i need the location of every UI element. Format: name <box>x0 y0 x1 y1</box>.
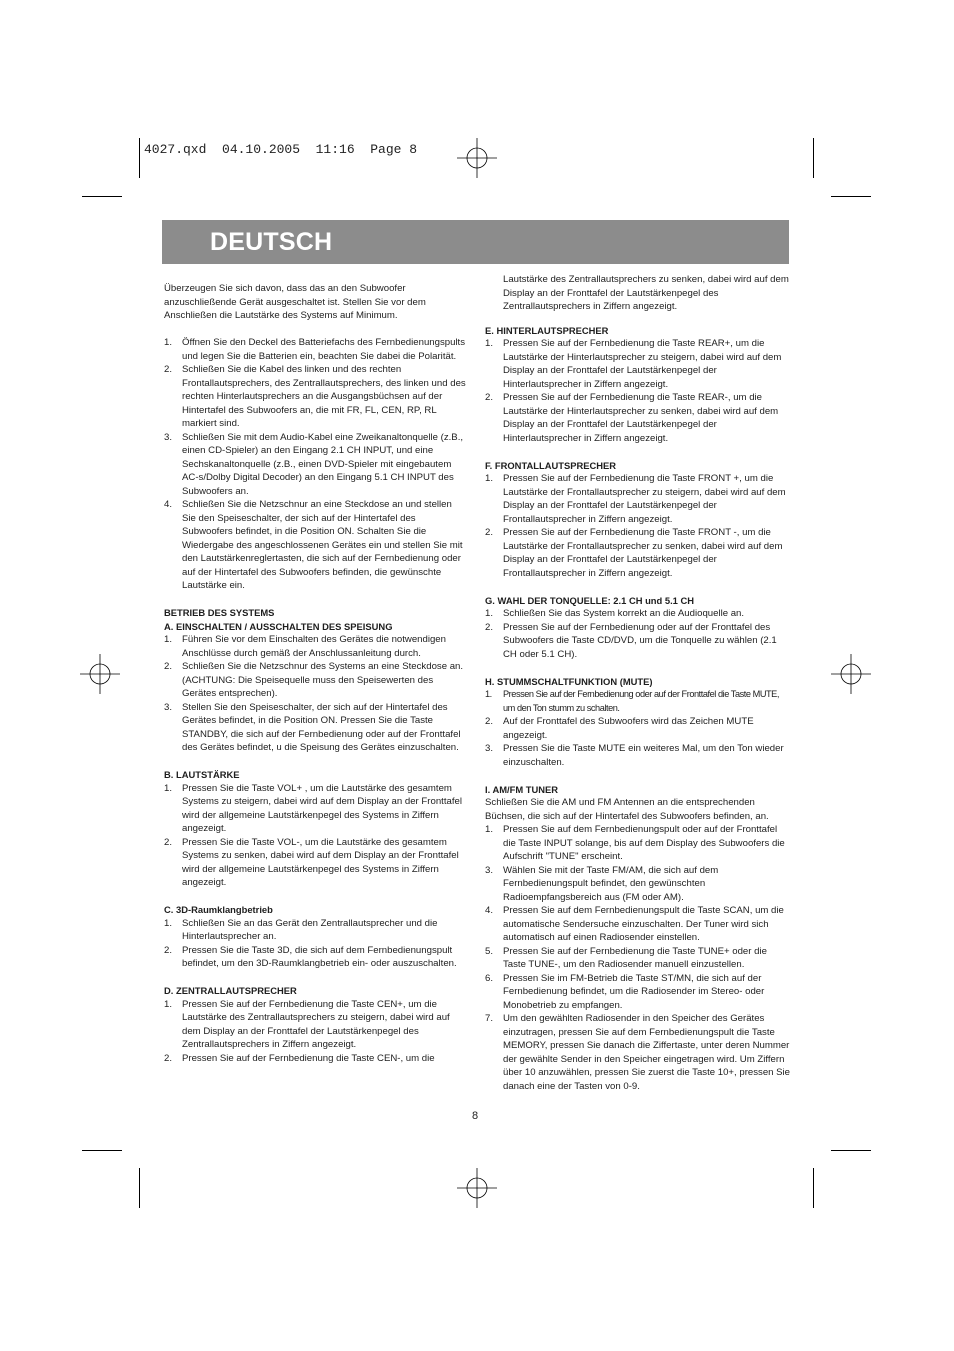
list-item: 1. Öffnen Sie den Deckel des Batteriefachs des Fernbedienungspults und legen Sie die Batterien ein, beachten Sie dabei die Polarität. <box>164 337 466 362</box>
section-heading: BETRIEB DES SYSTEMS <box>164 607 275 618</box>
section-heading: D. ZENTRALLAUTSPRECHER <box>164 985 297 996</box>
list-item: 1. Pressen Sie auf der Fernbedienung die Taste FRONT +, um die Lautstärke der Frontallautsprecher zu steigern, dabei wird auf dem Display an der Fronttafel der Lautstärkenpegel der Frontallautsprecher in Ziffern angezeigt. <box>485 473 786 525</box>
registration-mark-icon <box>457 1168 497 1208</box>
list-item: 1. Führen Sie vor dem Einschalten des Gerätes die notwendigen Anschlüsse durch gemäß der Anschlussanleitung durch. <box>164 634 446 659</box>
section-h-list <box>485 688 791 769</box>
section-d-list <box>164 998 466 1066</box>
section-e-list <box>485 337 791 445</box>
section-heading: A. EINSCHALTEN / AUSSCHALTEN DES SPEISUNG <box>164 620 393 632</box>
setup-list <box>164 336 466 593</box>
section-i-list <box>485 823 791 1093</box>
right-column <box>485 273 791 1093</box>
list-item: 2. Auf der Fronttafel des Subwoofers wird das Zeichen MUTE angezeigt. <box>485 716 754 741</box>
list-item: 2. Pressen Sie auf der Fernbedienung die Taste FRONT -, um die Lautstärke der Frontallautsprecher zu senken, dabei wird auf dem Display an der Fronttafel der Lautstärkenpegel der Frontallautsprecher in Ziffern angezeigt. <box>485 527 783 579</box>
list-item: 1. Pressen Sie auf der Fernbedienung oder auf der Fronttafel die Taste MUTE, um den Ton stumm zu schalten. <box>485 689 779 713</box>
list-item: 2. Schließen Sie die Kabel des linken und des rechten Frontallautsprechers, des Zentrallautsprechers, des linken und des rechten Hinterlautsprechers an die Ausgangsbüchsen auf der Hintertafel des Subwoofers an, die mit FR, FL, CEN, RP, RL markiert sind. <box>164 364 466 429</box>
list-item: 3. Pressen Sie die Taste MUTE ein weiteres Mal, um den Ton wieder einzuschalten. <box>485 743 784 768</box>
tuner-intro: Schließen Sie die AM und FM Antennen an die entsprechenden Büchsen, die sich auf der Hintertafel des Subwoofers befinden, an. <box>485 797 769 822</box>
crop-mark <box>813 1168 814 1208</box>
list-item: 1. Pressen Sie auf der Fernbedienung die Taste REAR+, um die Lautstärke der Hinterlautsprecher zu steigern, dabei wird auf dem Display an der Fronttafel der Lautstärkenpegel der Hinterlautsprecher in Ziffern angezeigt. <box>485 338 782 390</box>
crop-mark <box>82 1150 122 1151</box>
list-item: 7. Um den gewählten Radiosender in den Speicher des Gerätes einzutragen, pressen Sie auf dem Fernbedienungspult die Taste MEMORY, pressen Sie danach die Ziffertaste, unter deren Nummer der gewählte Sender in den Speicher eingetragen wird. Um Ziffern über 10 anzuwählen, pressen Sie zuerst die Taste 10+, pressen Sie danach eine der Tasten von 0-9. <box>485 1013 791 1092</box>
list-item: 2. Pressen Sie die Taste VOL-, um die Lautstärke des gesamtem Systems zu senken, dabei wird auf dem Display an der Fronttafel wird der allgemeine Lautstärkenpegel des Systems in Ziffern angezeigt. <box>164 836 459 888</box>
crop-mark <box>813 138 814 178</box>
section-g-list <box>485 607 791 661</box>
crop-mark <box>82 196 122 197</box>
section-heading: E. HINTERLAUTSPRECHER <box>485 324 609 336</box>
section-a-list <box>164 633 466 755</box>
registration-mark-icon <box>80 654 120 694</box>
section-heading: F. FRONTALLAUTSPRECHER <box>485 459 617 471</box>
list-item: 1. Pressen Sie die Taste VOL+ , um die Lautstärke des gesamtem Systems zu steigern, dabei wird auf dem Display an der Fronttafel wird der allgemeine Lautstärkenpegel des Systems in Ziffern angezeigt. <box>164 782 462 834</box>
list-item: 6. Pressen Sie im FM-Betrieb die Taste ST/MN, die sich auf der Fernbedienung befindet, um die Radiosender im Stereo- oder Monobetrieb zu empfangen. <box>485 972 765 1011</box>
list-item: 3. Stellen Sie den Speiseschalter, der sich auf der Hintertafel des Gerätes befindet, in die Position ON. Pressen Sie die Taste STANDBY, die sich auf der Fernbedienung oder auf der Fronttafel des Gerätes befindet, u die Speisung des Gerätes einzuschalten. <box>164 701 461 753</box>
registration-mark-icon <box>457 138 497 178</box>
section-heading: C. 3D-Raumklangbetrieb <box>164 904 273 915</box>
list-item: 2. Pressen Sie die Taste 3D, die sich auf dem Fernbedienungspult befindet, um den 3D-Raumklangbetrieb ein- oder auszuschalten. <box>164 944 457 969</box>
section-f-list <box>485 472 791 580</box>
crop-mark <box>139 138 140 178</box>
list-item: 3. Wählen Sie mit der Taste FM/AM, die sich auf dem Fernbedienungspult befindet, den gewünschten Radioempfangsbereich aus (FM oder AM). <box>485 864 719 903</box>
registration-mark-icon <box>831 654 871 694</box>
section-b-list <box>164 782 466 890</box>
crop-mark <box>831 196 871 197</box>
list-item: 5. Pressen Sie auf der Fernbedienung die Taste TUNE+ oder die Taste TUNE-, um den Radiosender manuell einzustellen. <box>485 945 767 970</box>
list-item: 1. Schließen Sie das System korrekt an die Audioquelle an. <box>485 608 745 619</box>
list-item: 4. Pressen Sie auf dem Fernbedienungspult die Taste SCAN, um die automatische Sendersuche einzuschalten. Der Tuner wird sich automatisch auf einen Radiosender einstellen. <box>485 905 784 943</box>
left-column <box>164 282 466 1065</box>
page-number: 8 <box>472 1110 479 1122</box>
section-heading: G. WAHL DER TONQUELLE: 2.1 CH und 5.1 CH <box>485 594 695 606</box>
section-heading: B. LAUTSTÄRKE <box>164 769 240 780</box>
page-title: DEUTSCH <box>210 228 333 256</box>
list-item: 2. Schließen Sie die Netzschnur des Systems an eine Steckdose an. <box>164 661 464 672</box>
list-item: (ACHTUNG: Die Speisequelle muss den Speisewerten des Gerätes entsprechen). <box>182 674 434 699</box>
crop-mark <box>831 1150 871 1151</box>
crop-mark <box>139 1168 140 1208</box>
list-item: 3. Schließen Sie mit dem Audio-Kabel eine Zweikanaltonquelle (z.B., einen CD-Spieler) an den Eingang 2.1 CH INPUT, und eine Sechskanaltonquelle (z.B., einen DVD-Spieler mit eingebautem AC-s/Dolby Digital Decoder) an den Eingang 5.1 CH INPUT des Subwoofers an. <box>164 431 464 497</box>
print-slug: 4027.qxd 04.10.2005 11:16 Page 8 <box>144 142 418 157</box>
intro-paragraph: Überzeugen Sie sich davon, dass das an den Subwoofer anzuschließende Gerät ausgeschaltet ist. Stellen Sie vor dem Anschließen die Lautstärke des Systems auf Minimum. <box>164 283 426 321</box>
list-item: 2. Pressen Sie auf der Fernbedienung oder auf der Fronttafel des Subwoofers die Taste CD/DVD, um die Tonquelle zu wählen (2.1 CH oder 5.1 CH). <box>485 621 777 660</box>
section-heading: I. AM/FM TUNER <box>485 783 559 795</box>
continued-text: Lautstärke des Zentrallautsprechers zu senken, dabei wird auf dem Display an der Fronttafel der Lautstärkenpegel des Zentrallautsprechers in Ziffern angezeigt. <box>503 274 789 312</box>
section-heading: H. STUMMSCHALTFUNKTION (MUTE) <box>485 675 653 687</box>
title-banner <box>162 220 789 264</box>
section-c-list <box>164 917 466 971</box>
list-item: 2. Pressen Sie auf der Fernbedienung die Taste CEN-, um die <box>164 1052 435 1064</box>
list-item: 1. Pressen Sie auf der Fernbedienung die Taste CEN+, um die Lautstärke des Zentrallautsprechers zu steigern, dabei wird auf dem Display an der Fronttafel der Lautstärkenpegel des Zentrallautsprechers in Ziffern angezeigt. <box>164 998 450 1050</box>
list-item: 1. Pressen Sie auf dem Fernbedienungspult oder auf der Fronttafel die Taste INPUT solange, bis auf dem Display des Subwoofers die Aufschrift "TUNE" erscheint. <box>485 824 785 862</box>
list-item: 2. Pressen Sie auf der Fernbedienung die Taste REAR-, um die Lautstärke der Hinterlautsprecher zu senken, dabei wird auf dem Display an der Fronttafel der Lautstärkenpegel der Hinterlautsprecher in Ziffern angezeigt. <box>485 392 779 444</box>
list-item: 1. Schließen Sie an das Gerät den Zentrallautsprecher und die Hinterlautsprecher an. <box>164 917 438 942</box>
list-item: 4. Schließen Sie die Netzschnur an eine Steckdose an und stellen Sie den Speiseschalter, der sich auf der Hintertafel des Subwoofers befindet, in die Position ON. Schalten Sie die Wiedergabe des angeschlossenen Gerätes ein und stellen Sie mit den Lautstärkenreglertasten, die sich auf der Fernbedienung oder auf der Hintertafel des Subwoofers befinden, die gewünschte Lautstärke ein. <box>164 499 463 591</box>
